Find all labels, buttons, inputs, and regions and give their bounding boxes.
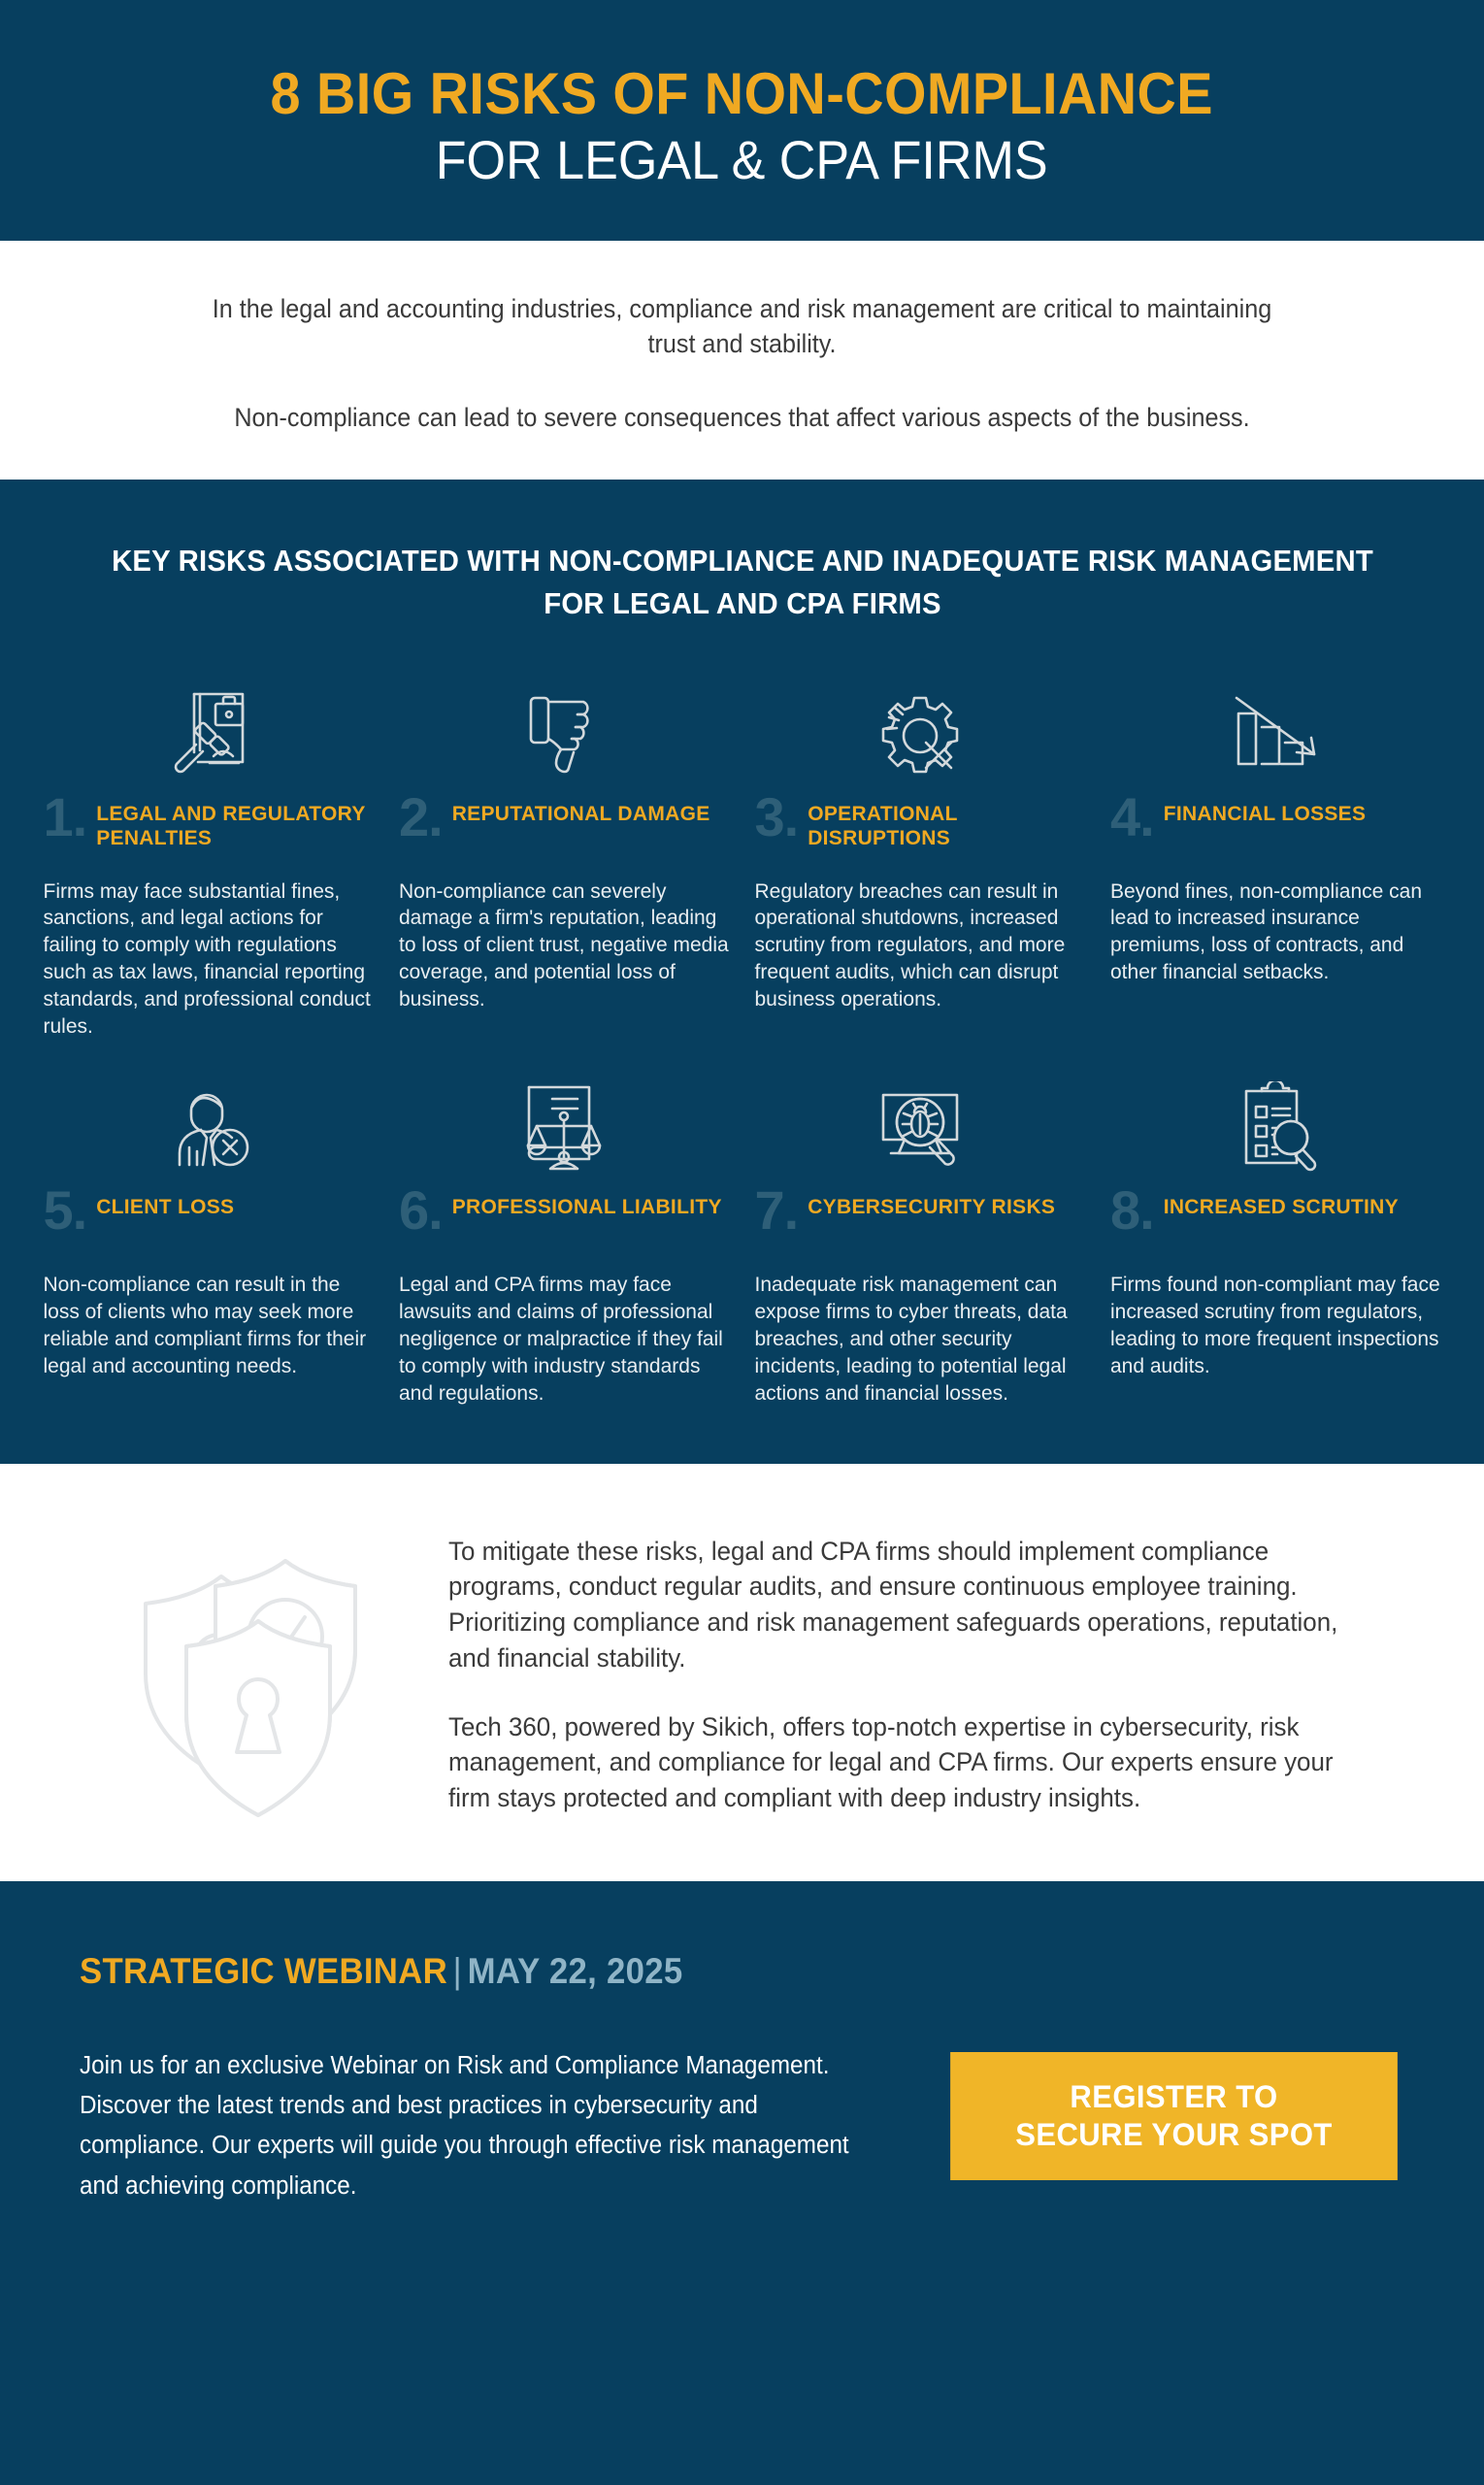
risk-label: INCREASED SCRUTINY <box>1163 1196 1399 1219</box>
risk-description: Beyond fines, non-compliance can lead to increased insurance premiums, loss of contracts, and other financial setbacks. <box>1110 879 1423 984</box>
risk-card <box>399 675 730 1042</box>
risk-number: 4. <box>1110 785 1154 847</box>
mitigation-text <box>448 1522 1426 1816</box>
clipboard-checklist-magnifier-icon <box>1110 1068 1441 1173</box>
risk-card <box>1110 675 1441 1042</box>
risk-label: OPERATIONAL DISRUPTIONS <box>808 802 958 850</box>
register-button-line2: SECURE YOUR SPOT <box>1015 2116 1333 2152</box>
risk-label: FINANCIAL LOSSES <box>1163 802 1367 825</box>
law-book-scales-icon <box>399 1068 730 1173</box>
cta-row <box>80 2046 1404 2206</box>
risk-number: 7. <box>754 1179 799 1242</box>
triple-shield-lock-check-fingerprint-icon <box>68 1522 427 1817</box>
risk-heading <box>754 785 1086 867</box>
risk-label: CLIENT LOSS <box>96 1196 235 1219</box>
risk-number: 1. <box>43 785 87 847</box>
risk-description: Firms found non-compliant may face increased scrutiny from regulators, leading to more frequent inspections and audits. <box>1110 1274 1440 1377</box>
intro-paragraph-2: Non-compliance can lead to severe consequences that affect various aspects of the business. <box>234 403 1250 433</box>
risk-card <box>44 675 375 1042</box>
risk-description: Firms may face substantial fines, sanctions, and legal actions for failing to comply with regulations such as tax laws, financial reporting standards, and professional conduct rules. <box>43 879 371 1039</box>
risk-card <box>44 1068 375 1408</box>
risk-number: 8. <box>1110 1179 1154 1242</box>
risk-description: Non-compliance can result in the loss of clients who may seek more reliable and compliant firms for their legal and accounting needs. <box>43 1274 367 1377</box>
risk-label: LEGAL AND REGULATORY PENALTIES <box>96 802 366 850</box>
risk-description: Legal and CPA firms may face lawsuits and claims of professional negligence or malpractice if they fail to comply with industry standards and regulations. <box>399 1274 723 1405</box>
mitigation-paragraph-1: To mitigate these risks, legal and CPA firms should implement compliance programs, conduct regular audits, and ensure continuous employee training. Prioritizing compliance and risk management safeguards operations, reputation, and financial stability. <box>448 1536 1338 1673</box>
declining-chart-dollar-icon <box>1110 675 1441 779</box>
gavel-document-briefcase-icon <box>44 675 375 779</box>
page-title-secondary: FOR LEGAL & CPA FIRMS <box>436 129 1048 191</box>
risks-section <box>0 480 1484 1464</box>
register-button-line1: REGISTER TO <box>1070 2078 1278 2114</box>
risk-heading <box>399 1179 730 1260</box>
risk-number: 2. <box>399 785 443 847</box>
cta-headline-separator: | <box>452 1950 462 1991</box>
risk-description: Regulatory breaches can result in operational shutdowns, increased scrutiny from regulators, and more frequent audits, which can disrupt business operations. <box>754 879 1066 1011</box>
risk-card <box>755 675 1086 1042</box>
mitigation-section <box>0 1464 1484 1881</box>
risk-grid <box>44 675 1441 1408</box>
risk-heading <box>1110 1179 1441 1260</box>
monitor-bug-magnifier-icon <box>755 1068 1086 1173</box>
register-button[interactable] <box>950 2052 1398 2180</box>
risk-card <box>399 1068 730 1408</box>
risk-description: Non-compliance can severely damage a firm's reputation, leading to loss of client trust, negative media coverage, and potential loss of business. <box>399 879 729 1011</box>
thumbs-down-icon <box>399 675 730 779</box>
risk-card <box>755 1068 1086 1408</box>
cta-headline-strong: STRATEGIC WEBINAR <box>80 1950 447 1991</box>
mitigation-paragraph-2: Tech 360, powered by Sikich, offers top-notch expertise in cybersecurity, risk management, and compliance for legal and CPA firms. Our experts ensure your firm stays protected and compliant with deep industry insights. <box>448 1711 1334 1812</box>
risk-heading <box>43 1179 375 1260</box>
intro-paragraph-1: In the legal and accounting industries, compliance and risk management are critical to maintaining trust and stability. <box>212 294 1272 359</box>
risk-label: REPUTATIONAL DAMAGE <box>451 802 710 825</box>
risk-label: PROFESSIONAL LIABILITY <box>451 1196 722 1219</box>
broken-gear-x-icon <box>755 675 1086 779</box>
risk-number: 6. <box>399 1179 443 1242</box>
person-x-circle-icon <box>44 1068 375 1173</box>
cta-headline-date: MAY 22, 2025 <box>467 1950 683 1991</box>
risk-card <box>1110 1068 1441 1408</box>
page-header <box>0 0 1484 241</box>
risk-heading <box>399 785 730 867</box>
intro-section <box>0 241 1484 480</box>
cta-headline <box>80 1951 1325 1992</box>
risk-label: CYBERSECURITY RISKS <box>808 1196 1056 1219</box>
risk-number: 5. <box>43 1179 87 1242</box>
cta-section <box>0 1881 1484 2485</box>
cta-copy: Join us for an exclusive Webinar on Risk and Compliance Management. Discover the latest trends and best practices in cybersecurity and compliance. Our experts will guide you through effective risk management and achieving compliance. <box>80 2051 849 2200</box>
risk-heading <box>754 1179 1086 1260</box>
risk-description: Inadequate risk management can expose firms to cyber threats, data breaches, and other security incidents, leading to potential legal actions and financial losses. <box>754 1274 1068 1405</box>
risk-number: 3. <box>754 785 799 847</box>
risk-heading <box>1110 785 1441 867</box>
risk-heading <box>43 785 375 867</box>
page-title-primary: 8 BIG RISKS OF NON-COMPLIANCE <box>270 61 1214 127</box>
risks-section-heading: KEY RISKS ASSOCIATED WITH NON-COMPLIANCE AND INADEQUATE RISK MANAGEMENT FOR LEGAL AND CPA FIRMS <box>111 545 1373 621</box>
